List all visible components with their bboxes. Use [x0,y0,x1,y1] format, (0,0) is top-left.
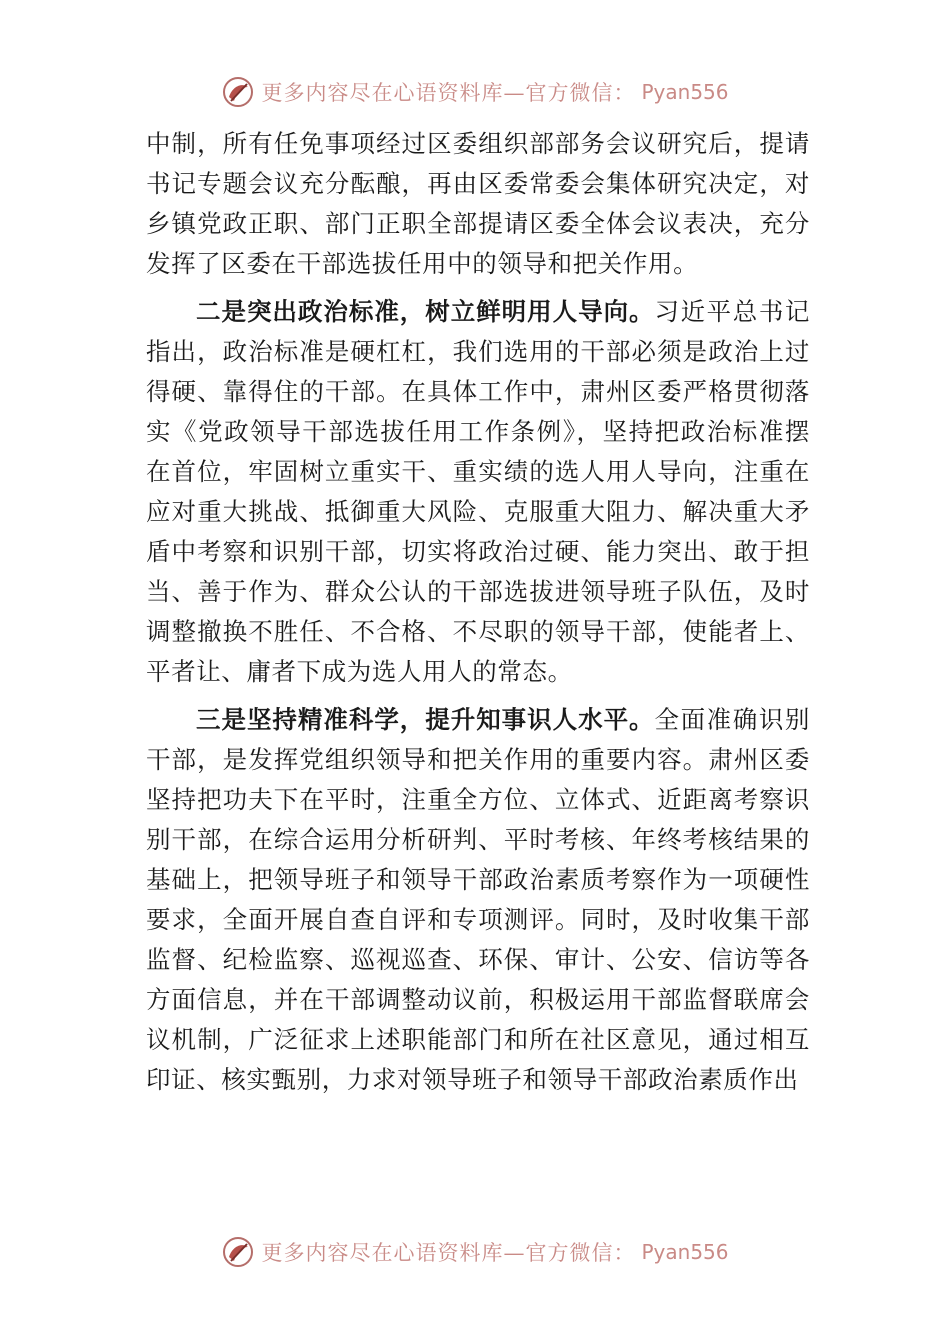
brand-logo-icon [221,1235,255,1269]
footer-watermark [0,1232,950,1272]
watermark-wechat-id: Pyan556 [641,1240,729,1264]
paragraph-2 [146,292,810,692]
watermark-text: 更多内容尽在心语资料库—官方微信： [261,81,636,105]
paragraph-3-heading: 三是坚持精准科学，提升知事识人水平。 [196,705,655,734]
watermark-wechat-id: Pyan556 [641,80,729,104]
paragraph-3-body: 全面准确识别干部，是发挥党组织领导和把关作用的重要内容。肃州区委坚持把功夫下在平时，注重全方位、立体式、近距离考察识别干部，在综合运用分析研判、平时考核、年终考核结果的基础上，把领导班子和领导干部政治素质考察作为一项硬性要求，全面开展自查自评和专项测评。同时，及时收集干部监督、纪检监察、巡视巡查、环保、审计、公安、信访等各方面信息，并在干部调整动议前，积极运用干部监督联席会议机制，广泛征求上述职能部门和所在社区意见，通过相互印证、核实甄别，力求对领导班子和领导干部政治素质作出 [146,705,810,1094]
paragraph-1 [146,124,810,284]
paragraph-3 [146,700,810,1100]
header-watermark [0,72,950,112]
paragraph-2-heading: 二是突出政治标准，树立鲜明用人导向。 [196,297,655,326]
paragraph-2-body: 习近平总书记指出，政治标准是硬杠杠，我们选用的干部必须是政治上过得硬、靠得住的干部。在具体工作中，肃州区委严格贯彻落实《党政领导干部选拔任用工作条例》，坚持把政治标准摆在首位，牢固树立重实干、重实绩的选人用人导向，注重在应对重大挑战、抵御重大风险、克服重大阻力、解决重大矛盾中考察和识别干部，切实将政治过硬、能力突出、敢于担当、善于作为、群众公认的干部选拔进领导班子队伍，及时调整撤换不胜任、不合格、不尽职的领导干部，使能者上、平者让、庸者下成为选人用人的常态。 [146,297,810,686]
watermark-text: 更多内容尽在心语资料库—官方微信： [261,1241,636,1265]
paragraph-1-body: 中制，所有任免事项经过区委组织部部务会议研究后，提请书记专题会议充分酝酿，再由区委常委会集体研究决定，对乡镇党政正职、部门正职全部提请区委全体会议表决，充分发挥了区委在干部选拔任用中的领导和把关作用。 [146,129,810,278]
document-body [146,124,810,1100]
brand-logo-icon [221,75,255,109]
